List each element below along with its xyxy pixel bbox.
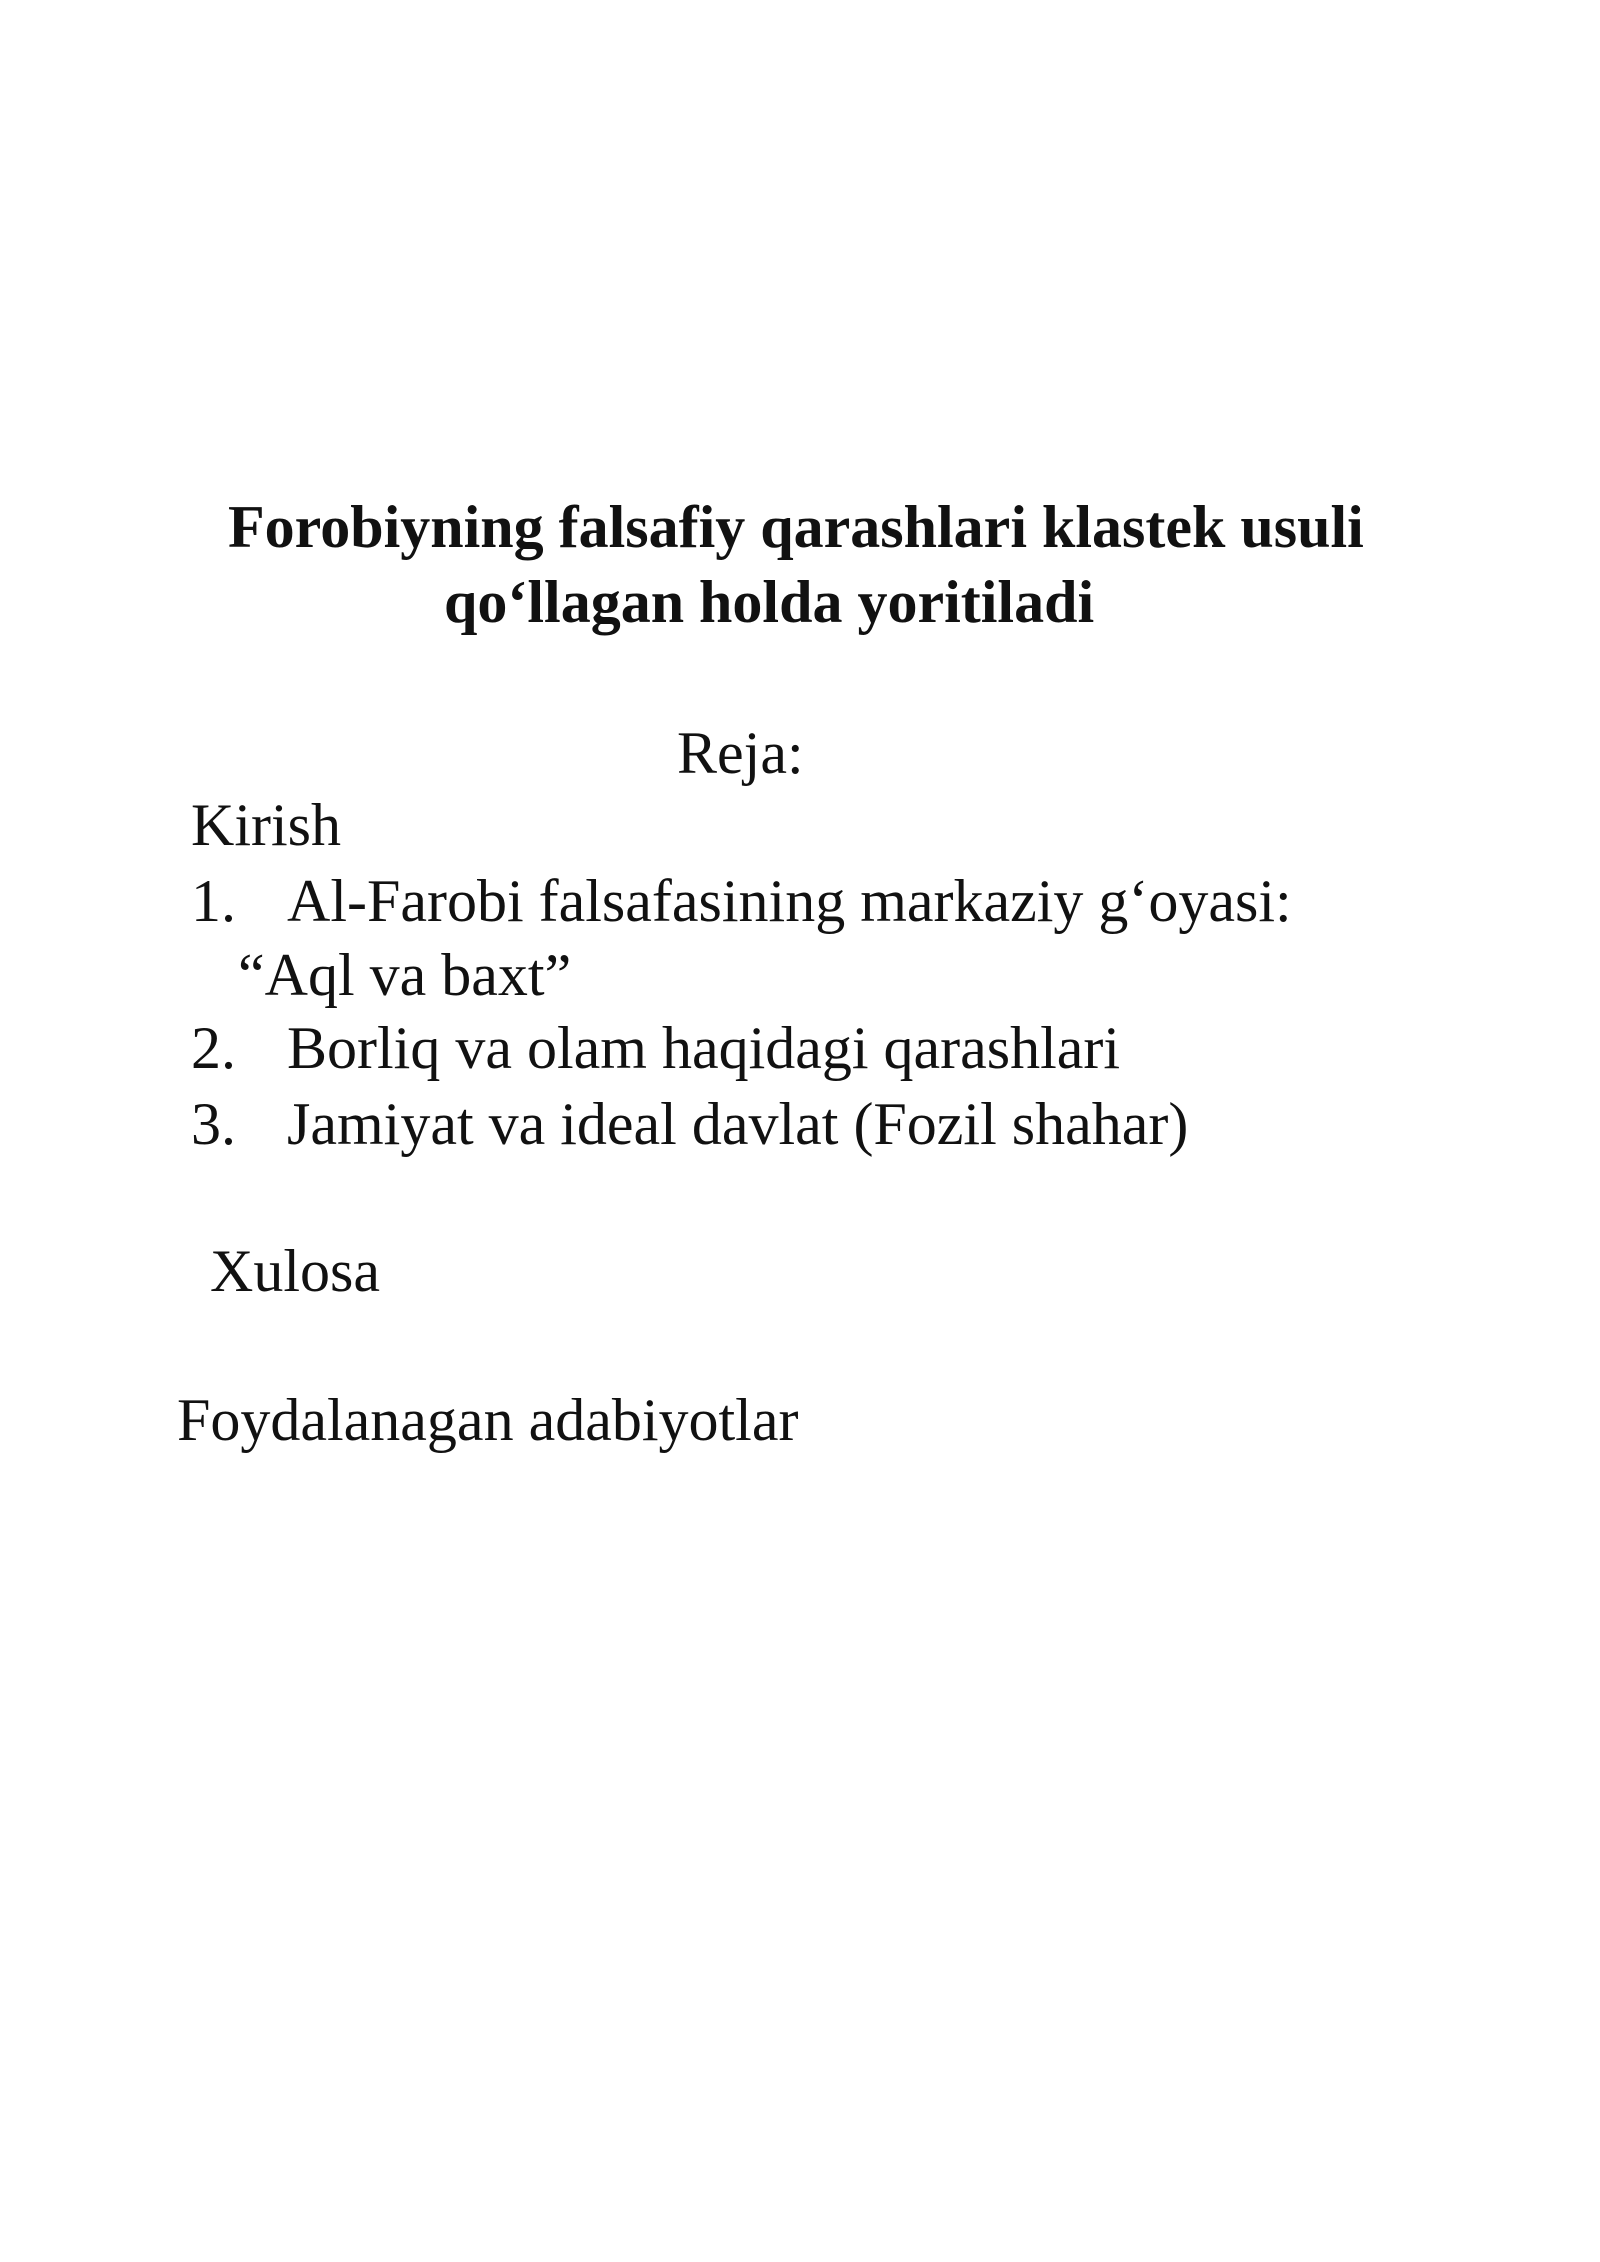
list-text: Borliq va olam haqidagi qarashlari — [287, 1015, 1121, 1081]
intro-item: Kirish — [191, 792, 341, 858]
list-number: 3. — [191, 1091, 236, 1157]
list-number: 1. — [191, 868, 236, 934]
title-line-1: Forobiyning falsafiy qarashlari klastek usuli — [228, 494, 1364, 560]
list-number: 2. — [191, 1015, 236, 1081]
list-text: Al-Farobi falsafasining markaziy g‘oyasi: — [287, 868, 1292, 934]
plan-heading: Reja: — [677, 720, 804, 786]
conclusion-item: Xulosa — [210, 1238, 380, 1304]
list-text-continuation: “Aql va baxt” — [238, 942, 572, 1008]
list-text: Jamiyat va ideal davlat (Fozil shahar) — [287, 1091, 1189, 1157]
references-item: Foydalanagan adabiyotlar — [177, 1387, 799, 1453]
title-line-2: qo‘llagan holda yoritiladi — [444, 569, 1095, 635]
